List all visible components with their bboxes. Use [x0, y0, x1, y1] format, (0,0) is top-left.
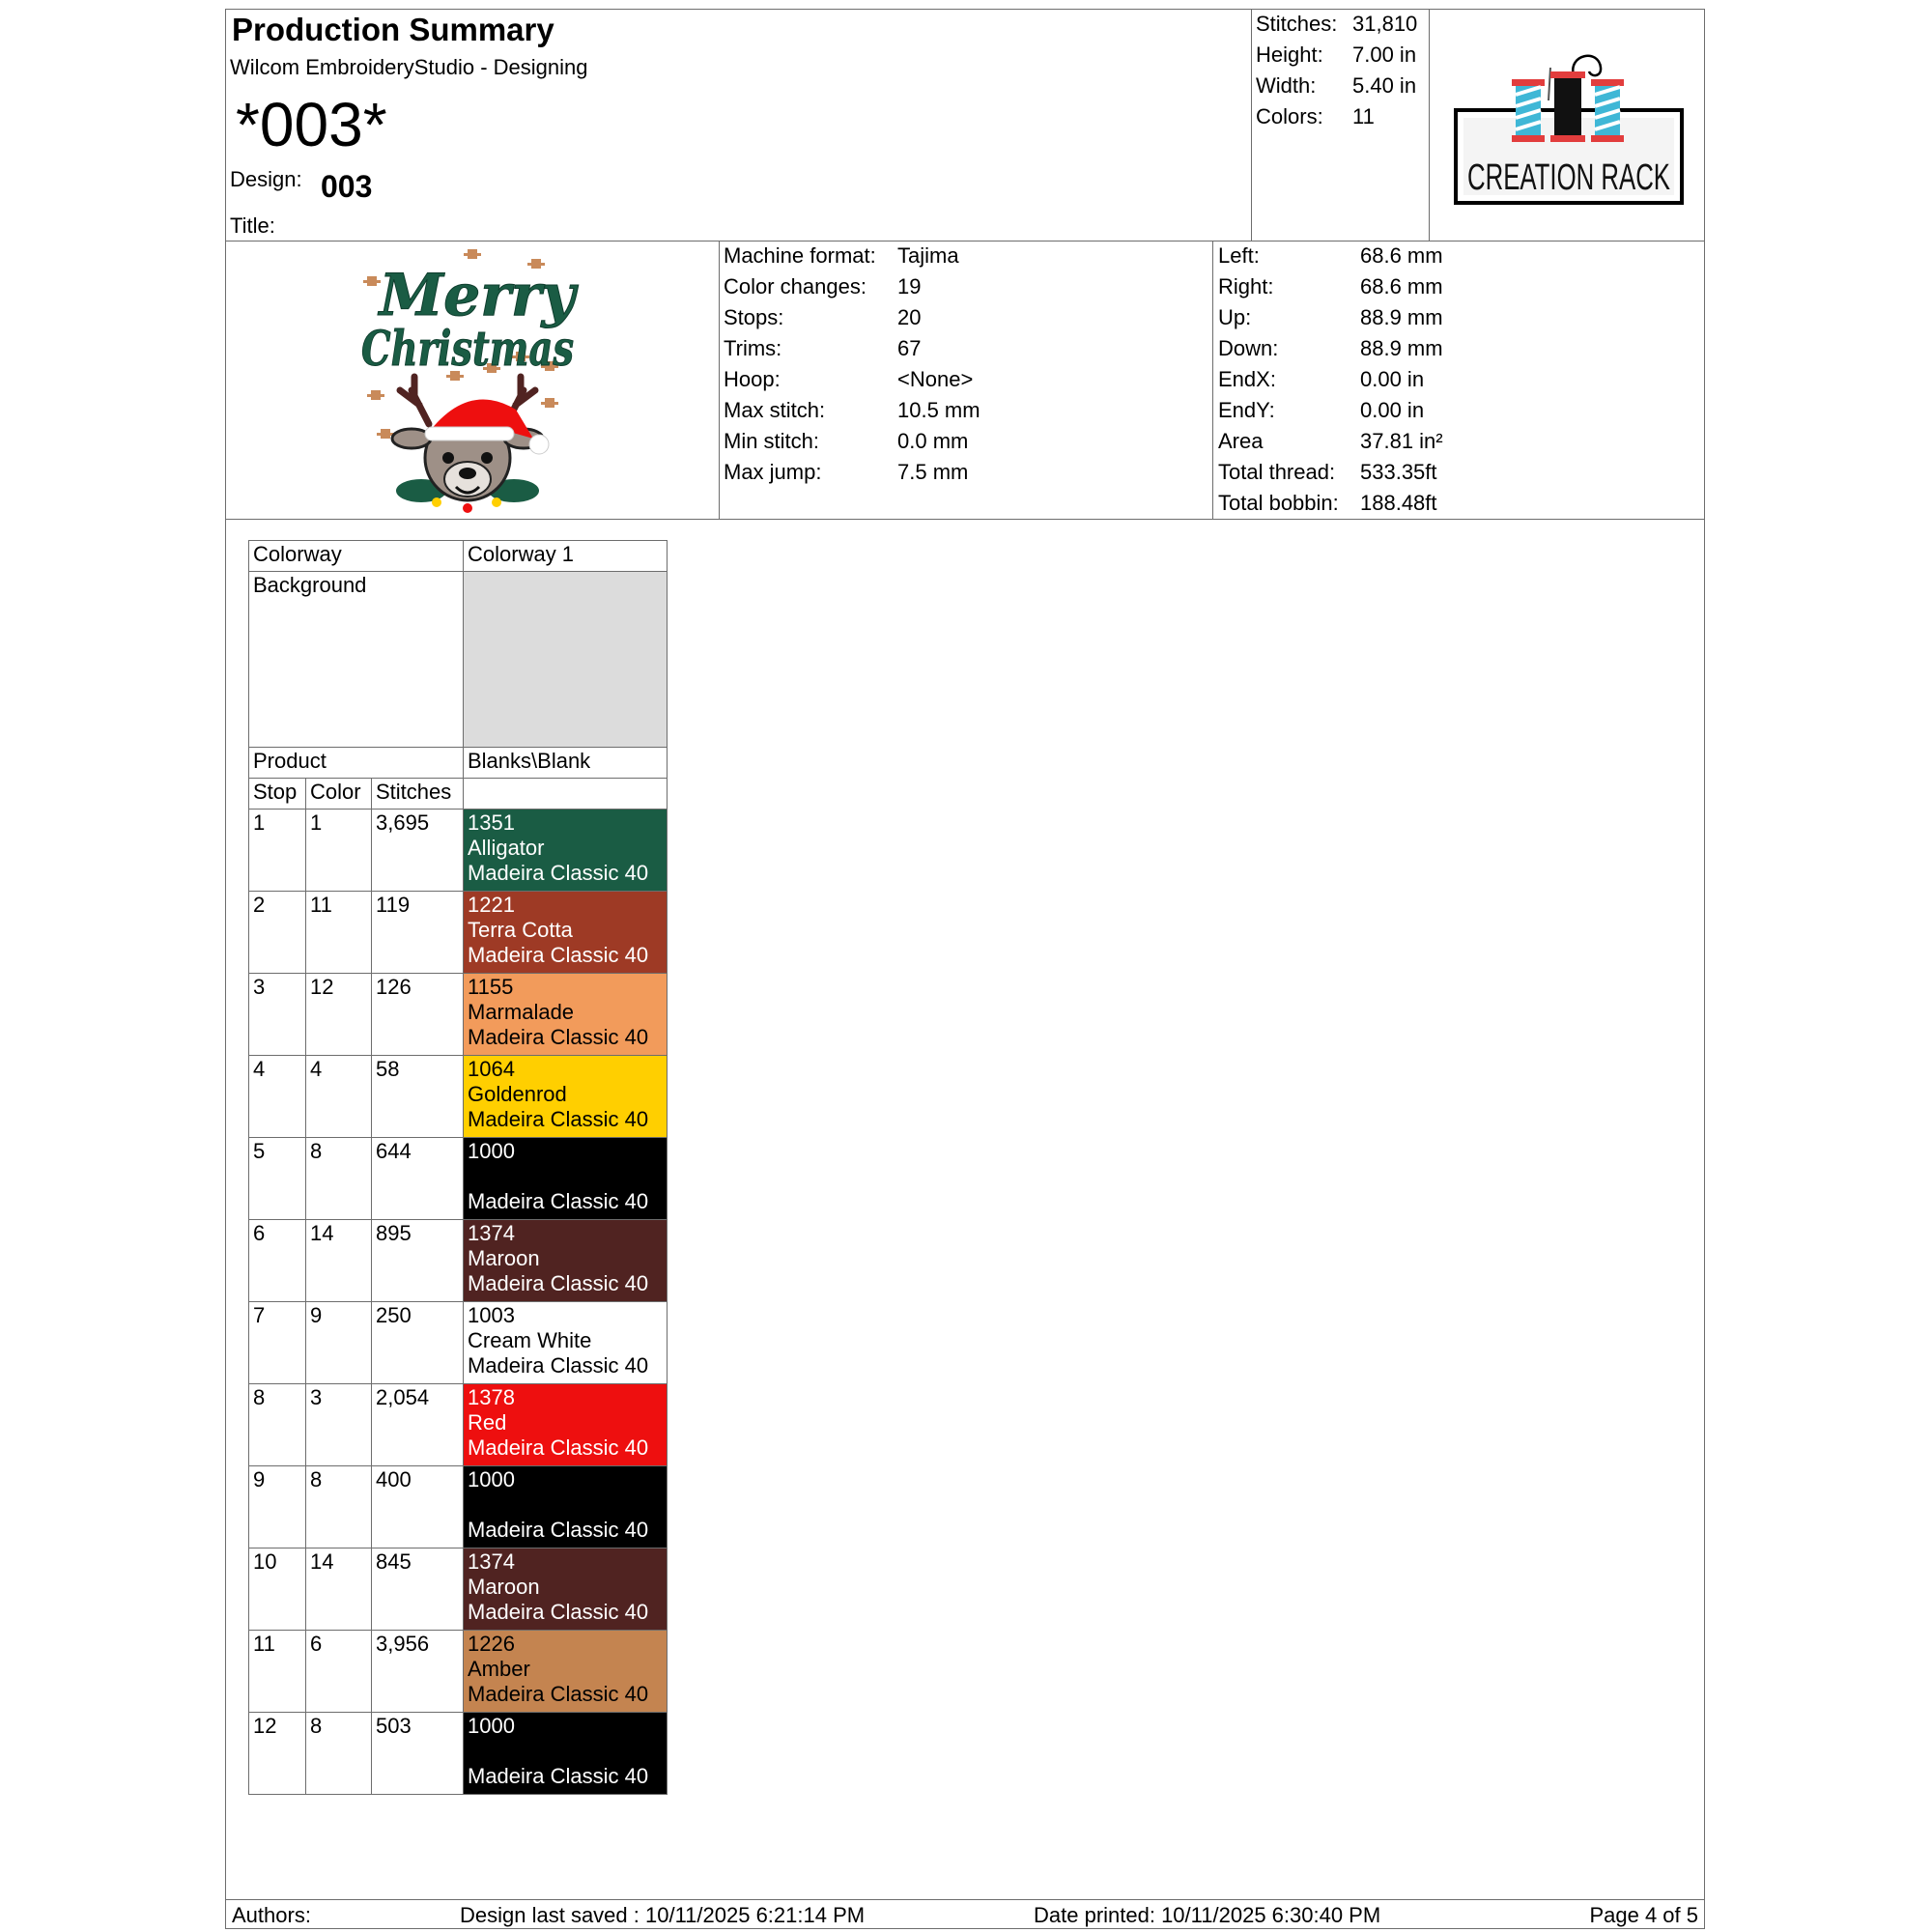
thread-code: 1374: [468, 1549, 515, 1574]
thread-code: 1003: [468, 1303, 515, 1327]
footer-page: Page 4 of 5: [1589, 1903, 1698, 1927]
stop-row: [249, 892, 668, 974]
design-value: 003: [321, 169, 373, 204]
background-row: [249, 572, 668, 748]
position-info-value: 88.9 mm: [1360, 336, 1443, 360]
footer-saved: Design last saved : 10/11/2025 6:21:14 PM: [460, 1903, 866, 1927]
report-page: [225, 9, 1705, 1929]
machine-info-value: 0.0 mm: [897, 429, 969, 453]
thread-code: 1000: [468, 1139, 515, 1163]
machine-info-value: Tajima: [897, 243, 959, 268]
thread-code: 1374: [468, 1221, 515, 1245]
thread-name: [468, 1492, 663, 1518]
colorway-label: Colorway: [249, 541, 464, 572]
col-color-header: Color: [306, 779, 372, 810]
stop-stitches: 250: [372, 1302, 464, 1384]
thread-name: Terra Cotta: [468, 918, 573, 942]
position-info-label: Up:: [1218, 305, 1252, 329]
footer-authors: Authors:: [232, 1903, 311, 1927]
stop-row: [249, 1713, 668, 1795]
thread-brand: Madeira Classic 40: [468, 1353, 649, 1378]
machine-info-value: 20: [897, 305, 922, 329]
design-preview-image: [361, 245, 583, 518]
thread-brand: Madeira Classic 40: [468, 1682, 649, 1706]
info-divider: [226, 519, 1704, 520]
thread-brand: Madeira Classic 40: [468, 1025, 649, 1049]
stop-color: 9: [306, 1302, 372, 1384]
position-info-value: 0.00 in: [1360, 367, 1425, 391]
stop-color: 8: [306, 1713, 372, 1795]
thread-brand: Madeira Classic 40: [468, 861, 649, 885]
machine-info-value: 67: [897, 336, 922, 360]
spool-right-icon: [1591, 79, 1624, 142]
stat-label: Colors:: [1256, 104, 1323, 128]
thread-code: 1064: [468, 1057, 515, 1081]
position-info-value: 68.6 mm: [1360, 243, 1443, 268]
thread-swatch: [464, 1713, 668, 1795]
product-value: Blanks\Blank: [464, 748, 668, 779]
position-info-label: Total thread:: [1218, 460, 1336, 484]
thread-brand: Madeira Classic 40: [468, 1764, 649, 1788]
stop-stitches: 845: [372, 1548, 464, 1631]
stat-label: Height:: [1256, 43, 1323, 67]
stop-stop: 3: [249, 974, 306, 1056]
machine-info-label: Color changes:: [724, 274, 867, 298]
position-info-value: 188.48ft: [1360, 491, 1437, 515]
stats-divider-left: [1251, 10, 1252, 241]
machine-info-label: Machine format:: [724, 243, 876, 268]
colorway-header-row: [249, 541, 668, 572]
thread-name: Marmalade: [468, 1000, 575, 1024]
machine-divider: [1212, 241, 1213, 519]
thread-name: Goldenrod: [468, 1082, 567, 1106]
stop-stitches: 400: [372, 1466, 464, 1548]
position-info-label: Right:: [1218, 274, 1274, 298]
thread-code: 1000: [468, 1467, 515, 1492]
position-info-value: 88.9 mm: [1360, 305, 1443, 329]
machine-info-value: 10.5 mm: [897, 398, 980, 422]
stop-stitches: 126: [372, 974, 464, 1056]
stop-stitches: 58: [372, 1056, 464, 1138]
thread-code: 1378: [468, 1385, 515, 1409]
thread-brand: Madeira Classic 40: [468, 1518, 649, 1542]
stop-row: [249, 1384, 668, 1466]
stop-stitches: 644: [372, 1138, 464, 1220]
machine-info-label: Max jump:: [724, 460, 822, 484]
spool-center-icon: [1550, 71, 1585, 142]
stop-stitches: 2,054: [372, 1384, 464, 1466]
header-divider: [226, 241, 1704, 242]
position-info-label: EndY:: [1218, 398, 1275, 422]
stop-color: 11: [306, 892, 372, 974]
stop-stop: 5: [249, 1138, 306, 1220]
position-info-label: Down:: [1218, 336, 1279, 360]
thread-name: [468, 1739, 663, 1764]
thread-swatch: [464, 1056, 668, 1138]
position-info-value: 37.81 in²: [1360, 429, 1443, 453]
thread-swatch: [464, 810, 668, 892]
thread-swatch: [464, 1466, 668, 1548]
page-footer: [226, 1901, 1704, 1930]
logo-text: CREATION RACK: [1467, 157, 1670, 198]
thread-name: Cream White: [468, 1328, 592, 1352]
stats-divider-right: [1429, 10, 1430, 241]
stop-color: 8: [306, 1138, 372, 1220]
column-header-row: [249, 779, 668, 810]
design-label: Design:: [230, 167, 302, 191]
thread-name: Alligator: [468, 836, 545, 860]
thread-brand: Madeira Classic 40: [468, 1107, 649, 1131]
stop-row: [249, 1138, 668, 1220]
thread-swatch: [464, 1138, 668, 1220]
spool-left-icon: [1512, 79, 1545, 142]
thread-brand: Madeira Classic 40: [468, 1189, 649, 1213]
thread-code: 1000: [468, 1714, 515, 1738]
thread-swatch: [464, 974, 668, 1056]
stop-stitches: 503: [372, 1713, 464, 1795]
position-info-value: 533.35ft: [1360, 460, 1437, 484]
footer-divider: [226, 1899, 1704, 1900]
background-swatch: [464, 572, 668, 748]
stop-row: [249, 1056, 668, 1138]
stop-stop: 1: [249, 810, 306, 892]
thread-brand: Madeira Classic 40: [468, 1271, 649, 1295]
machine-info-label: Max stitch:: [724, 398, 826, 422]
stop-stitches: 3,956: [372, 1631, 464, 1713]
stop-color: 12: [306, 974, 372, 1056]
title-label: Title:: [230, 213, 275, 238]
thread-name: Amber: [468, 1657, 530, 1681]
stop-stop: 8: [249, 1384, 306, 1466]
stop-color: 8: [306, 1466, 372, 1548]
thread-swatch: [464, 1384, 668, 1466]
software-name: Wilcom EmbroideryStudio - Designing: [230, 55, 588, 79]
col-stitches-header: Stitches: [372, 779, 464, 810]
machine-info-value: 7.5 mm: [897, 460, 969, 484]
stop-stop: 4: [249, 1056, 306, 1138]
stop-row: [249, 1631, 668, 1713]
thread-name: Maroon: [468, 1575, 540, 1599]
stop-row: [249, 974, 668, 1056]
thread-swatch: [464, 1548, 668, 1631]
stop-stop: 2: [249, 892, 306, 974]
stop-color: 14: [306, 1548, 372, 1631]
position-info-value: 68.6 mm: [1360, 274, 1443, 298]
colorway-value: Colorway 1: [464, 541, 668, 572]
position-info-label: EndX:: [1218, 367, 1276, 391]
thread-brand: Madeira Classic 40: [468, 943, 649, 967]
thread-code: 1221: [468, 893, 515, 917]
thread-name: Red: [468, 1410, 507, 1435]
thread-swatch: [464, 1302, 668, 1384]
stop-stop: 10: [249, 1548, 306, 1631]
stop-stop: 7: [249, 1302, 306, 1384]
stop-stitches: 119: [372, 892, 464, 974]
design-text-line2: Christmas: [361, 320, 574, 377]
stat-value: 31,810: [1352, 12, 1418, 36]
stop-color: 6: [306, 1631, 372, 1713]
thread-code: 1155: [468, 975, 514, 999]
thread-code: 1226: [468, 1632, 515, 1656]
machine-info-label: Hoop:: [724, 367, 781, 391]
stop-color: 4: [306, 1056, 372, 1138]
stop-row: [249, 1302, 668, 1384]
machine-info-value: <None>: [897, 367, 974, 391]
thread-swatch: [464, 1220, 668, 1302]
thread-swatch: [464, 1631, 668, 1713]
stop-stitches: 895: [372, 1220, 464, 1302]
stop-row: [249, 1220, 668, 1302]
machine-info-label: Trims:: [724, 336, 782, 360]
creation-rack-logo: [1454, 44, 1686, 209]
machine-info-label: Min stitch:: [724, 429, 820, 453]
thread-name: [468, 1164, 663, 1189]
colorway-table: [248, 540, 668, 1795]
stat-label: Stitches:: [1256, 12, 1338, 36]
machine-info-value: 19: [897, 274, 922, 298]
col-thread-header: [464, 779, 668, 810]
thread-code: 1351: [468, 810, 515, 835]
product-label: Product: [249, 748, 464, 779]
position-info-label: Area: [1218, 429, 1264, 453]
stop-stop: 11: [249, 1631, 306, 1713]
col-stop-header: Stop: [249, 779, 306, 810]
footer-printed: Date printed: 10/11/2025 6:30:40 PM: [1034, 1903, 1381, 1927]
position-info-value: 0.00 in: [1360, 398, 1425, 422]
thread-brand: Madeira Classic 40: [468, 1435, 649, 1460]
design-text-line1: Merry: [379, 262, 576, 329]
stop-row: [249, 1466, 668, 1548]
position-info-label: Left:: [1218, 243, 1260, 268]
position-info-label: Total bobbin:: [1218, 491, 1339, 515]
stop-stitches: 3,695: [372, 810, 464, 892]
thread-swatch: [464, 892, 668, 974]
stop-color: 3: [306, 1384, 372, 1466]
thread-brand: Madeira Classic 40: [468, 1600, 649, 1624]
thread-name: Maroon: [468, 1246, 540, 1270]
stop-color: 14: [306, 1220, 372, 1302]
product-row: [249, 748, 668, 779]
stat-label: Width:: [1256, 73, 1317, 98]
page-title: Production Summary: [232, 12, 554, 47]
stop-row: [249, 810, 668, 892]
stop-stop: 9: [249, 1466, 306, 1548]
image-divider: [719, 241, 720, 519]
stop-stop: 6: [249, 1220, 306, 1302]
stat-value: 11: [1352, 104, 1375, 128]
stat-value: 7.00 in: [1352, 43, 1417, 67]
stat-value: 5.40 in: [1352, 73, 1417, 98]
background-label: Background: [249, 572, 464, 748]
machine-info-label: Stops:: [724, 305, 784, 329]
stop-stop: 12: [249, 1713, 306, 1795]
stop-color: 1: [306, 810, 372, 892]
stop-row: [249, 1548, 668, 1631]
design-barcode-text: *003*: [236, 90, 387, 159]
